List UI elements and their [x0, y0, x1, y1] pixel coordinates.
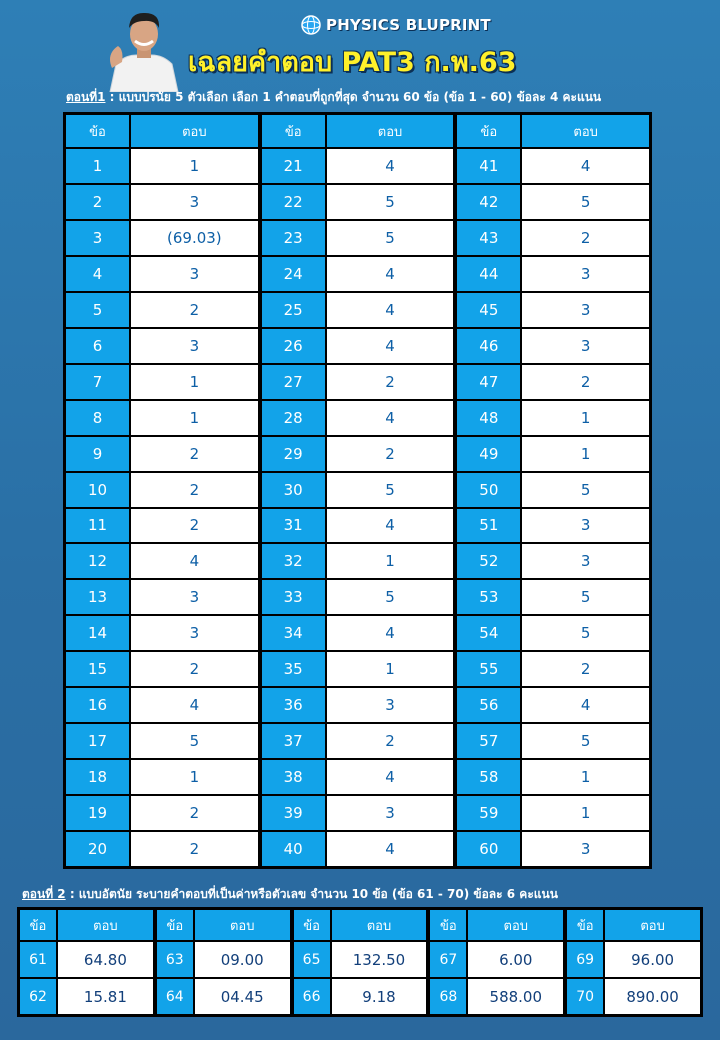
- question-number: 48: [457, 401, 520, 435]
- question-number: 42: [457, 185, 520, 219]
- answer-value: 2: [131, 293, 258, 327]
- question-number: 37: [262, 724, 325, 758]
- header-answer: ตอบ: [522, 115, 649, 147]
- question-number: 63: [157, 942, 193, 977]
- question-number: 15: [66, 652, 129, 686]
- answer-value: 3: [131, 185, 258, 219]
- answer-value: 1: [327, 544, 454, 578]
- question-number: 54: [457, 616, 520, 650]
- answer-value: 3: [522, 544, 649, 578]
- header-answer: ตอบ: [332, 910, 427, 940]
- question-number: 3: [66, 221, 129, 255]
- header-item-no: ข้อ: [20, 910, 56, 940]
- question-number: 28: [262, 401, 325, 435]
- question-number: 20: [66, 832, 129, 866]
- answer-value: 3: [522, 329, 649, 363]
- question-number: 51: [457, 509, 520, 543]
- question-number: 65: [294, 942, 330, 977]
- question-number: 47: [457, 365, 520, 399]
- page-title: เฉลยคำตอบ PAT3 ก.พ.63: [188, 47, 517, 78]
- part2-answer-table: [17, 907, 703, 1017]
- header-item-no: ข้อ: [430, 910, 466, 940]
- answer-value: 5: [327, 580, 454, 614]
- question-number: 35: [262, 652, 325, 686]
- part1-desc: : แบบปรนัย 5 ตัวเลือก เลือก 1 คำตอบที่ถูกที่สุด จำนวน 60 ข้อ (ข้อ 1 - 60) ข้อละ 4 คะแนน: [105, 90, 602, 104]
- question-number: 14: [66, 616, 129, 650]
- question-number: 2: [66, 185, 129, 219]
- question-number: 13: [66, 580, 129, 614]
- header-item-no: ข้อ: [457, 115, 520, 147]
- header-answer: ตอบ: [195, 910, 290, 940]
- atom-globe-icon: [300, 14, 322, 36]
- answer-value: 4: [327, 257, 454, 291]
- question-number: 11: [66, 509, 129, 543]
- answer-value: 132.50: [332, 942, 427, 977]
- answer-column-group: [262, 115, 454, 866]
- answer-value: 2: [131, 796, 258, 830]
- header-item-no: ข้อ: [567, 910, 603, 940]
- answer-value: 4: [131, 688, 258, 722]
- answer-value: 3: [522, 293, 649, 327]
- answer-value: 1: [131, 149, 258, 183]
- question-number: 39: [262, 796, 325, 830]
- question-number: 53: [457, 580, 520, 614]
- question-number: 46: [457, 329, 520, 363]
- answer-column-group: [294, 910, 427, 1014]
- header-answer: ตอบ: [468, 910, 563, 940]
- answer-value: 4: [327, 149, 454, 183]
- question-number: 40: [262, 832, 325, 866]
- brand-name: PHYSICS BLUPRINT: [326, 16, 491, 34]
- question-number: 34: [262, 616, 325, 650]
- answer-value: 64.80: [58, 942, 153, 977]
- answer-value: (69.03): [131, 221, 258, 255]
- question-number: 18: [66, 760, 129, 794]
- answer-value: 2: [327, 724, 454, 758]
- question-number: 31: [262, 509, 325, 543]
- question-number: 25: [262, 293, 325, 327]
- answer-value: 4: [327, 760, 454, 794]
- answer-value: 4: [131, 544, 258, 578]
- question-number: 62: [20, 979, 56, 1014]
- answer-value: 04.45: [195, 979, 290, 1014]
- answer-value: 5: [327, 185, 454, 219]
- answer-value: 4: [327, 293, 454, 327]
- question-number: 9: [66, 437, 129, 471]
- question-number: 33: [262, 580, 325, 614]
- answer-value: 2: [327, 437, 454, 471]
- answer-value: 2: [522, 365, 649, 399]
- answer-value: 4: [522, 149, 649, 183]
- question-number: 67: [430, 942, 466, 977]
- question-number: 29: [262, 437, 325, 471]
- question-number: 27: [262, 365, 325, 399]
- question-number: 64: [157, 979, 193, 1014]
- part2-desc: : แบบอัตนัย ระบายคำตอบที่เป็นค่าหรือตัวเลข จำนวน 10 ข้อ (ข้อ 61 - 70) ข้อละ 6 คะแนน: [65, 887, 558, 901]
- question-number: 70: [567, 979, 603, 1014]
- answer-value: 1: [522, 796, 649, 830]
- answer-value: 5: [131, 724, 258, 758]
- question-number: 49: [457, 437, 520, 471]
- answer-value: 4: [327, 616, 454, 650]
- part1-label: ตอนที่1: [66, 90, 106, 104]
- answer-value: 3: [131, 580, 258, 614]
- question-number: 26: [262, 329, 325, 363]
- answer-value: 4: [522, 688, 649, 722]
- header-item-no: ข้อ: [262, 115, 325, 147]
- question-number: 41: [457, 149, 520, 183]
- question-number: 59: [457, 796, 520, 830]
- header-answer: ตอบ: [605, 910, 700, 940]
- question-number: 52: [457, 544, 520, 578]
- header-item-no: ข้อ: [157, 910, 193, 940]
- answer-value: 890.00: [605, 979, 700, 1014]
- answer-value: 3: [327, 688, 454, 722]
- question-number: 5: [66, 293, 129, 327]
- part1-answer-table: [63, 112, 652, 869]
- answer-value: 4: [327, 832, 454, 866]
- answer-value: 6.00: [468, 942, 563, 977]
- question-number: 36: [262, 688, 325, 722]
- question-number: 21: [262, 149, 325, 183]
- question-number: 10: [66, 473, 129, 507]
- question-number: 66: [294, 979, 330, 1014]
- question-number: 43: [457, 221, 520, 255]
- answer-column-group: [430, 910, 563, 1014]
- question-number: 55: [457, 652, 520, 686]
- answer-value: 1: [131, 760, 258, 794]
- answer-value: 588.00: [468, 979, 563, 1014]
- question-number: 12: [66, 544, 129, 578]
- question-number: 60: [457, 832, 520, 866]
- answer-column-group: [157, 910, 290, 1014]
- question-number: 19: [66, 796, 129, 830]
- header-item-no: ข้อ: [294, 910, 330, 940]
- question-number: 16: [66, 688, 129, 722]
- answer-value: 1: [522, 437, 649, 471]
- brand-logo: [300, 12, 491, 38]
- question-number: 44: [457, 257, 520, 291]
- answer-value: 2: [131, 652, 258, 686]
- answer-value: 3: [327, 796, 454, 830]
- answer-value: 2: [131, 473, 258, 507]
- answer-value: 1: [131, 401, 258, 435]
- answer-value: 3: [522, 509, 649, 543]
- answer-value: 5: [327, 221, 454, 255]
- answer-value: 3: [522, 257, 649, 291]
- header-answer: ตอบ: [131, 115, 258, 147]
- answer-value: 2: [327, 365, 454, 399]
- answer-value: 2: [131, 832, 258, 866]
- answer-value: 3: [131, 257, 258, 291]
- answer-value: 96.00: [605, 942, 700, 977]
- part2-description: [22, 885, 558, 904]
- answer-value: 5: [522, 616, 649, 650]
- part1-description: [66, 88, 601, 107]
- answer-value: 3: [522, 832, 649, 866]
- question-number: 23: [262, 221, 325, 255]
- answer-column-group: [457, 115, 649, 866]
- answer-value: 09.00: [195, 942, 290, 977]
- answer-value: 1: [522, 760, 649, 794]
- question-number: 58: [457, 760, 520, 794]
- header-item-no: ข้อ: [66, 115, 129, 147]
- question-number: 57: [457, 724, 520, 758]
- answer-value: 5: [522, 473, 649, 507]
- question-number: 50: [457, 473, 520, 507]
- question-number: 17: [66, 724, 129, 758]
- answer-value: 1: [522, 401, 649, 435]
- question-number: 22: [262, 185, 325, 219]
- question-number: 30: [262, 473, 325, 507]
- question-number: 6: [66, 329, 129, 363]
- answer-value: 4: [327, 509, 454, 543]
- answer-value: 5: [327, 473, 454, 507]
- answer-column-group: [66, 115, 258, 866]
- answer-value: 2: [131, 437, 258, 471]
- answer-column-group: [20, 910, 153, 1014]
- header-answer: ตอบ: [58, 910, 153, 940]
- answer-value: 4: [327, 401, 454, 435]
- question-number: 32: [262, 544, 325, 578]
- answer-value: 1: [131, 365, 258, 399]
- question-number: 45: [457, 293, 520, 327]
- answer-value: 5: [522, 724, 649, 758]
- answer-value: 5: [522, 580, 649, 614]
- answer-value: 5: [522, 185, 649, 219]
- answer-value: 1: [327, 652, 454, 686]
- question-number: 7: [66, 365, 129, 399]
- answer-value: 4: [327, 329, 454, 363]
- answer-value: 3: [131, 616, 258, 650]
- answer-column-group: [567, 910, 700, 1014]
- question-number: 4: [66, 257, 129, 291]
- question-number: 1: [66, 149, 129, 183]
- answer-value: 2: [522, 652, 649, 686]
- header-answer: ตอบ: [327, 115, 454, 147]
- answer-value: 9.18: [332, 979, 427, 1014]
- part2-label: ตอนที่ 2: [22, 887, 66, 901]
- question-number: 38: [262, 760, 325, 794]
- answer-value: 2: [522, 221, 649, 255]
- question-number: 69: [567, 942, 603, 977]
- answer-value: 15.81: [58, 979, 153, 1014]
- question-number: 24: [262, 257, 325, 291]
- question-number: 68: [430, 979, 466, 1014]
- question-number: 61: [20, 942, 56, 977]
- presenter-avatar: [108, 6, 180, 92]
- answer-value: 3: [131, 329, 258, 363]
- answer-value: 2: [131, 509, 258, 543]
- question-number: 56: [457, 688, 520, 722]
- question-number: 8: [66, 401, 129, 435]
